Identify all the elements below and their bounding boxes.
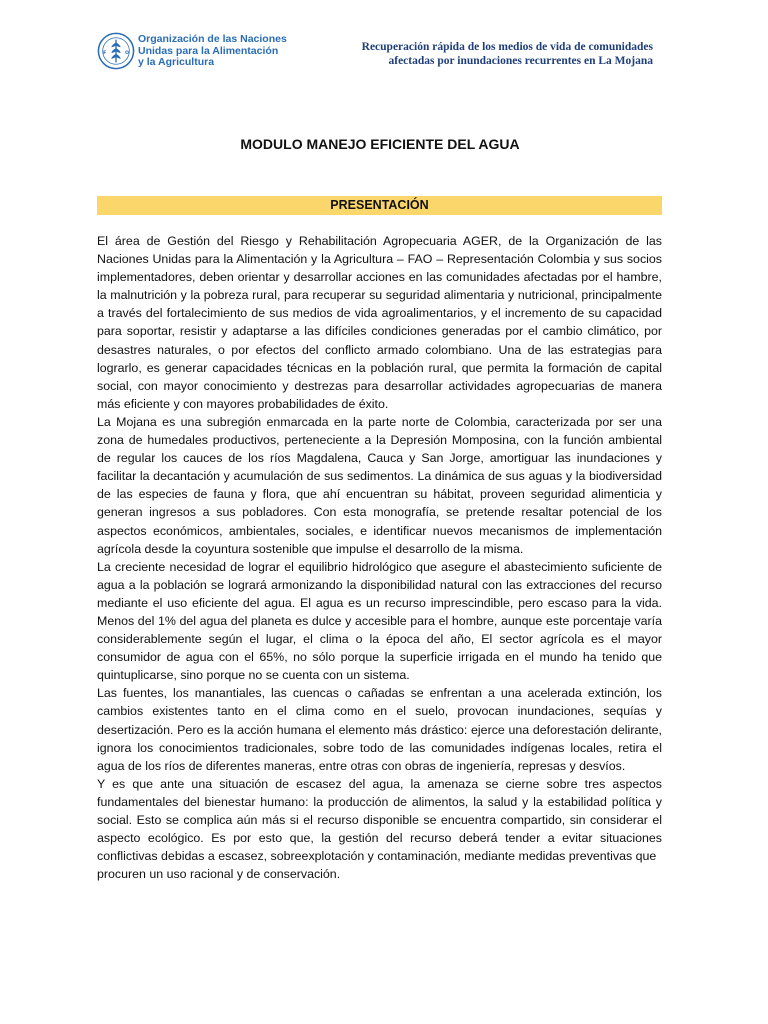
svg-text:O: O xyxy=(125,50,130,56)
project-title xyxy=(362,40,653,68)
paragraph: Y es que ante una situación de escasez del agua, la amenaza se cierne sobre tres aspectos fundamentales del bienestar humano: la producción de alimentos, la salud y la estabilidad política y social. Esto se complica aún más si el recurso disponible se encuentra compartido, sin considerar el aspecto ecológico. Es por esto que, la gestión del recurso deberá tender a evitar situaciones conflictivas debidas a escasez, sobreexplotación y contaminación, mediante medidas preventivas que xyxy=(97,776,662,864)
org-name-line: Unidas para la Alimentación xyxy=(138,44,279,57)
org-name-line: Organización de las Naciones xyxy=(138,33,287,45)
body-text xyxy=(97,232,662,883)
fao-emblem-icon xyxy=(97,32,135,70)
org-name-line: y la Agricultura xyxy=(138,56,215,68)
paragraph: El área de Gestión del Riesgo y Rehabilitación Agropecuaria AGER, de la Organización de las Naciones Unidas para la Alimentación y la Agricultura – FAO – Representación Colombia y sus socios implementadores, deben orientar y desarrollar acciones en las comunidades afectadas por el hambre, la malnutrición y la pobreza rural, para recuperar su seguridad alimentaria y nutricional, principalmente a través del fortalecimiento de sus medios de vida agroalimentarios, y el incremento de su capacidad para soportar, resistir y adaptarse a las difíciles condiciones generadas por el cambio climático, por desastres naturales, o por efectos del conflicto armado colombiano. Una de las estrategias para lograrlo, es generar capacidades técnicas en la población rural, que permita la formación de capital social, con mayor conocimiento y destrezas para desarrollar actividades agropecuarias de manera más eficiente y con mayores probabilidades de éxito. xyxy=(97,234,662,411)
paragraph: Las fuentes, los manantiales, las cuencas o cañadas se enfrentan a una acelerada extinción, los cambios existentes tanto en el clima como en el suelo, provocan inundaciones, sequías y desertización. Pero es la acción humana el elemento más drástico: ejerce una deforestación delirante, ignora los conocimientos tradicionales, sobre todo de las comunidades indígenas locales, retira el agua de los ríos de diferentes maneras, entre otras con obras de ingeniería, represas y desvíos. xyxy=(97,686,662,773)
project-title-line: afectadas por inundaciones recurrentes en La Mojana xyxy=(388,55,653,67)
document-title: MODULO MANEJO EFICIENTE DEL AGUA xyxy=(240,136,520,152)
paragraph: La creciente necesidad de lograr el equilibrio hidrológico que asegure el abastecimiento suficiente de agua a la población se logrará armonizando la disponibilidad natural con las extracciones del recurso mediante el uso eficiente del agua. El agua es un recurso imprescindible, pero escaso para la vida. Menos del 1% del agua del planeta es dulce y accesible para el hombre, aunque este porcentaje varía considerablemente según el lugar, el clima o la época del año, El sector agrícola es el mayor consumidor de agua con el 65%, no sólo porque la superficie irrigada en el mundo ha tenido que quintuplicarse, sino porque no se cuenta con un sistema. xyxy=(97,559,662,683)
project-title-line: Recuperación rápida de los medios de vida de comunidades xyxy=(361,41,653,53)
paragraph: La Mojana es una subregión enmarcada en la parte norte de Colombia, caracterizada por ser una zona de humedales productivos, perteneciente a la Depresión Momposina, con la función ambiental de regular los cauces de los ríos Magdalena, Cauca y San Jorge, amortiguar las inundaciones y facilitar la decantación y acumulación de sus sedimentos. La dinámica de sus aguas y la biodiversidad de las especies de fauna y flora, que ahí encuentran su hábitat, proveen seguridad alimenticia y generan ingresos a sus pobladores. Con esta monografía, se pretende resaltar potencial de los aspectos económicos, ambientales, sociales, e identificar nuevos mecanismos de implementación agrícola desde la coyuntura sostenible que impulse el desarrollo de la misma. xyxy=(97,414,662,556)
section-heading: PRESENTACIÓN xyxy=(97,196,662,215)
svg-text:F: F xyxy=(103,50,107,56)
paragraph: procuren un uso racional y de conservación. xyxy=(97,867,341,882)
organization-name xyxy=(138,34,287,69)
page-header xyxy=(0,0,768,90)
